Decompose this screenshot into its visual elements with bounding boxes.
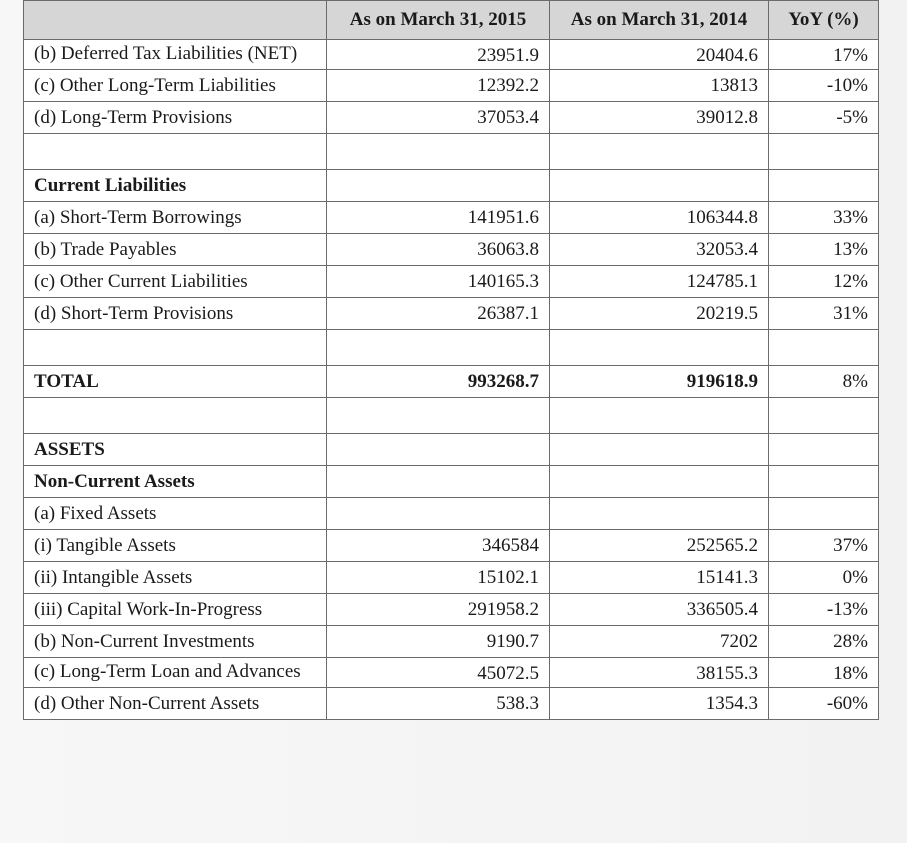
value-2014 — [550, 170, 769, 202]
table-row — [24, 266, 879, 298]
value-2015: 9190.7 — [327, 626, 550, 658]
row-label: (a) Fixed Assets — [24, 498, 327, 530]
value-yoy: 13% — [769, 234, 879, 266]
value-2015: 36063.8 — [327, 234, 550, 266]
value-2015 — [327, 134, 550, 170]
value-yoy: -13% — [769, 594, 879, 626]
value-2015 — [327, 170, 550, 202]
value-yoy — [769, 134, 879, 170]
table-row — [24, 234, 879, 266]
row-label: (a) Short-Term Borrowings — [24, 202, 327, 234]
row-label — [24, 330, 327, 366]
table-row — [24, 102, 879, 134]
total-2015: 993268.7 — [327, 366, 550, 398]
value-yoy: -10% — [769, 70, 879, 102]
value-2015: 12392.2 — [327, 70, 550, 102]
header-2015: As on March 31, 2015 — [327, 1, 550, 40]
row-label — [24, 134, 327, 170]
value-2015 — [327, 330, 550, 366]
value-2015: 15102.1 — [327, 562, 550, 594]
value-2015: 141951.6 — [327, 202, 550, 234]
table-row — [24, 626, 879, 658]
row-label: (b) Non-Current Investments — [24, 626, 327, 658]
value-2014: 13813 — [550, 70, 769, 102]
row-label: (b) Trade Payables — [24, 234, 327, 266]
value-2014: 20404.6 — [550, 40, 769, 70]
value-yoy: 17% — [769, 40, 879, 70]
table-row — [24, 466, 879, 498]
total-yoy: 8% — [769, 366, 879, 398]
header-2014: As on March 31, 2014 — [550, 1, 769, 40]
value-2015: 45072.5 — [327, 658, 550, 688]
row-label: (c) Other Current Liabilities — [24, 266, 327, 298]
value-2014: 32053.4 — [550, 234, 769, 266]
value-2014 — [550, 434, 769, 466]
value-2015: 37053.4 — [327, 102, 550, 134]
table-row — [24, 170, 879, 202]
header-row — [24, 1, 879, 40]
value-2015 — [327, 498, 550, 530]
row-label: (b) Deferred Tax Liabilities (NET) — [24, 40, 327, 70]
table-row — [24, 330, 879, 366]
value-yoy — [769, 398, 879, 434]
section-heading: Non-Current Assets — [24, 466, 327, 498]
value-2014 — [550, 134, 769, 170]
value-2014: 1354.3 — [550, 688, 769, 720]
table-row — [24, 70, 879, 102]
value-2015 — [327, 434, 550, 466]
table-row — [24, 398, 879, 434]
row-label: (ii) Intangible Assets — [24, 562, 327, 594]
value-yoy: 18% — [769, 658, 879, 688]
value-2015: 346584 — [327, 530, 550, 562]
value-2015 — [327, 398, 550, 434]
section-heading: Current Liabilities — [24, 170, 327, 202]
value-2014: 124785.1 — [550, 266, 769, 298]
value-yoy: 12% — [769, 266, 879, 298]
value-yoy — [769, 498, 879, 530]
table-row — [24, 40, 879, 70]
row-label: (d) Other Non-Current Assets — [24, 688, 327, 720]
row-label: (i) Tangible Assets — [24, 530, 327, 562]
value-2014 — [550, 498, 769, 530]
table-row — [24, 498, 879, 530]
header-yoy: YoY (%) — [769, 1, 879, 40]
table-row — [24, 688, 879, 720]
header-blank — [24, 1, 327, 40]
value-yoy: 28% — [769, 626, 879, 658]
value-yoy: -60% — [769, 688, 879, 720]
value-2014: 252565.2 — [550, 530, 769, 562]
value-2014: 106344.8 — [550, 202, 769, 234]
table-row — [24, 530, 879, 562]
value-2015: 140165.3 — [327, 266, 550, 298]
row-label: (d) Short-Term Provisions — [24, 298, 327, 330]
table-row — [24, 562, 879, 594]
value-2015: 538.3 — [327, 688, 550, 720]
value-yoy: 37% — [769, 530, 879, 562]
table-row — [24, 202, 879, 234]
value-2014: 15141.3 — [550, 562, 769, 594]
value-yoy — [769, 330, 879, 366]
value-2014: 38155.3 — [550, 658, 769, 688]
row-label: (iii) Capital Work-In-Progress — [24, 594, 327, 626]
table-row — [24, 134, 879, 170]
value-yoy: 33% — [769, 202, 879, 234]
total-row — [24, 366, 879, 398]
value-yoy: 0% — [769, 562, 879, 594]
row-label: (c) Other Long-Term Liabilities — [24, 70, 327, 102]
section-heading: ASSETS — [24, 434, 327, 466]
row-label — [24, 398, 327, 434]
total-label: TOTAL — [24, 366, 327, 398]
value-2014: 39012.8 — [550, 102, 769, 134]
value-2014 — [550, 330, 769, 366]
value-2014: 7202 — [550, 626, 769, 658]
row-label: (d) Long-Term Provisions — [24, 102, 327, 134]
table-row — [24, 298, 879, 330]
value-2015: 23951.9 — [327, 40, 550, 70]
value-yoy: 31% — [769, 298, 879, 330]
row-label: (c) Long-Term Loan and Advances — [24, 658, 327, 688]
value-yoy — [769, 434, 879, 466]
table-row — [24, 658, 879, 688]
balance-sheet-table — [23, 0, 879, 720]
table-row — [24, 434, 879, 466]
value-2015: 291958.2 — [327, 594, 550, 626]
value-2014 — [550, 398, 769, 434]
value-yoy — [769, 466, 879, 498]
value-yoy — [769, 170, 879, 202]
value-2014: 20219.5 — [550, 298, 769, 330]
value-2015 — [327, 466, 550, 498]
table-row — [24, 594, 879, 626]
value-2014 — [550, 466, 769, 498]
value-2014: 336505.4 — [550, 594, 769, 626]
total-2014: 919618.9 — [550, 366, 769, 398]
value-2015: 26387.1 — [327, 298, 550, 330]
value-yoy: -5% — [769, 102, 879, 134]
